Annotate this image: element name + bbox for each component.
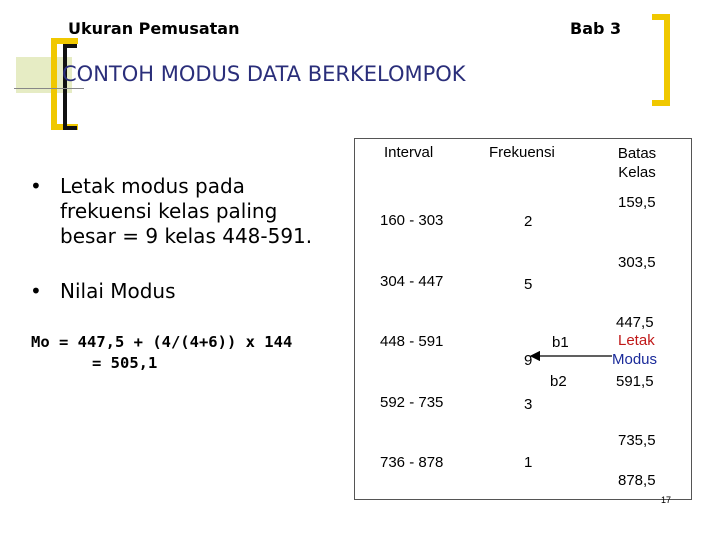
interval-row-4: 592 - 735 [380, 394, 444, 411]
frekuensi-row-1: 2 [524, 213, 533, 230]
frekuensi-row-4: 3 [524, 396, 533, 413]
modus-formula-line2: = 505,1 [92, 354, 158, 372]
boundary-6: 878,5 [618, 472, 656, 489]
interval-row-1: 160 - 303 [380, 212, 444, 229]
bullet-text: Nilai Modus [60, 279, 176, 303]
section-title: Ukuran Pemusatan [68, 19, 240, 38]
slide-title: CONTOH MODUS DATA BERKELOMPOK [62, 62, 466, 86]
interval-row-2: 304 - 447 [380, 273, 444, 290]
bullet-nilai-modus [30, 279, 330, 304]
header-frekuensi: Frekuensi [489, 144, 555, 161]
frekuensi-row-2: 5 [524, 276, 533, 293]
letak-modus-line1: Letak [618, 332, 655, 349]
bullet-dot: • [30, 279, 42, 303]
boundary-4: 591,5 [616, 373, 654, 390]
bullet-letak-modus [30, 174, 330, 249]
interval-row-5: 736 - 878 [380, 454, 444, 471]
frekuensi-row-3: 9 [524, 352, 533, 369]
header-batas-kelas: Batas Kelas [617, 145, 657, 181]
frekuensi-row-5: 1 [524, 454, 533, 471]
boundary-3: 447,5 [616, 314, 654, 331]
bullet-dot: • [30, 174, 42, 198]
chapter-label: Bab 3 [570, 19, 622, 38]
boundary-1: 159,5 [618, 194, 656, 211]
letak-modus-line2: Modus [612, 351, 658, 368]
interval-row-3: 448 - 591 [380, 333, 444, 350]
header-interval: Interval [384, 144, 434, 161]
modus-formula-line1: Mo = 447,5 + (4/(4+6)) x 144 [31, 333, 293, 351]
bullet-text: Letak modus pada frekuensi kelas paling besar = 9 kelas 448-591. [60, 174, 313, 248]
label-b2: b2 [550, 373, 567, 390]
label-b1: b1 [552, 334, 569, 351]
boundary-2: 303,5 [618, 254, 656, 271]
boundary-5: 735,5 [618, 432, 656, 449]
page-number: 17 [661, 495, 672, 505]
